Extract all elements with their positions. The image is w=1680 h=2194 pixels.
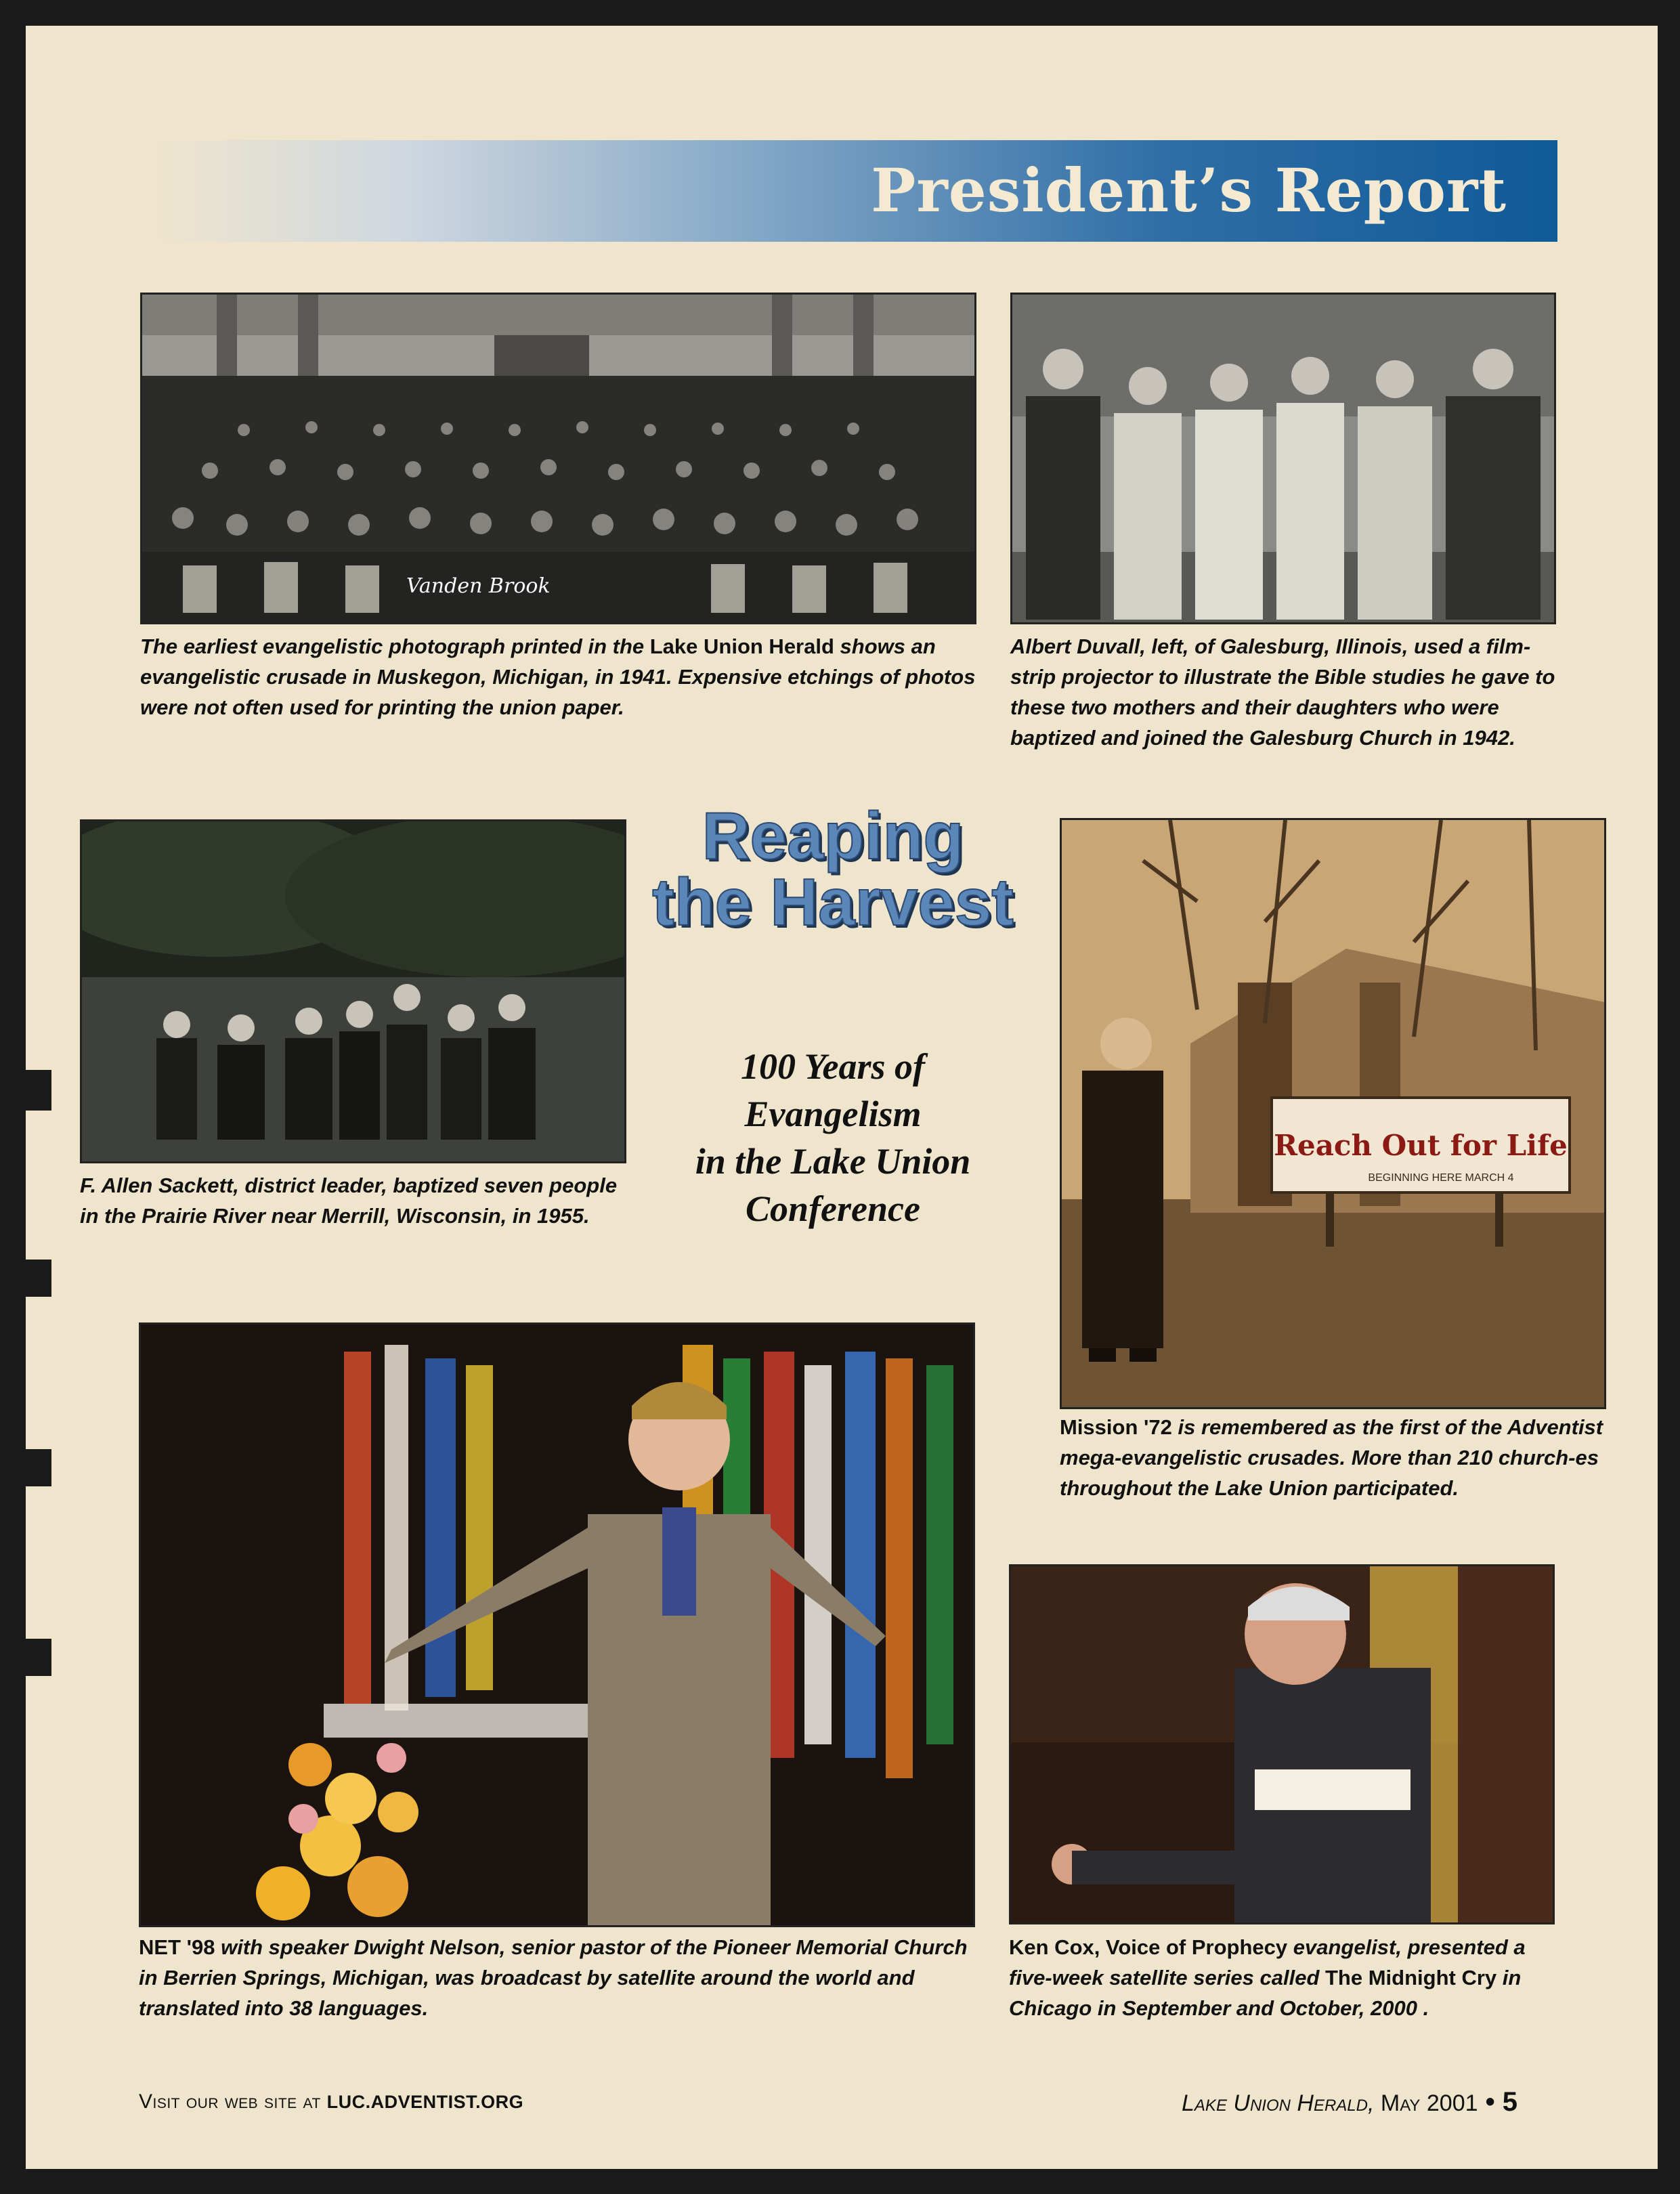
headline-line-2: the Harvest [652,865,1014,939]
river-baptism-image [82,821,626,1163]
caption-text: The earliest evangelistic photograph printed in the [140,634,650,658]
ken-cox-image [1011,1566,1555,1924]
caption-text: evangelist, presented a five-week satellite series called [1009,1935,1526,1989]
edge-mark [26,1070,51,1111]
edge-mark [26,1260,51,1297]
caption-event-name: Mission '72 [1060,1415,1172,1439]
caption-ken-cox [1009,1932,1561,2023]
caption-text: shows an evangelistic crusade in Muskegon, Michigan, in 1941. Expensive etchings of photos were not often used for printing the union paper. [140,634,976,719]
caption-crusade-1941 [140,631,976,723]
photo-prairie-river-1955 [80,819,626,1163]
sign-sub-text: BEGINNING HERE MARCH 4 [1368,1172,1514,1184]
caption-series-name: The Midnight Cry [1325,1966,1497,1989]
photo-ken-cox [1009,1564,1555,1924]
feature-subhead [650,1043,1016,1232]
subhead-line-3: in the Lake Union [695,1141,971,1182]
galesburg-group-image [1012,295,1556,624]
subhead-line-2: Evangelism [744,1094,922,1134]
crusade-banner-text: Vanden Brook [406,574,551,598]
footer-separator: • [1478,2087,1503,2117]
subhead-line-4: Conference [746,1188,920,1229]
caption-mission-72 [1060,1412,1612,1503]
footer-website-url[interactable]: LUC.ADVENTIST.ORG [326,2092,524,2112]
edge-mark [26,1449,51,1486]
caption-galesburg-1942: Albert Duvall, left, of Galesburg, Illinois, used a film-strip projector to illustrate the Bible studies he gave to these two mothers and their daughters who were baptized and joined the Galesburg Church in 1942. [1010,634,1555,750]
page-number: 5 [1502,2087,1517,2117]
edge-mark [26,1639,51,1676]
caption-prairie-river-1955: F. Allen Sackett, district leader, baptized seven people in the Prairie River near Merrill, Wisconsin, in 1955. [80,1174,618,1228]
caption-person-name: Ken Cox, [1009,1935,1100,1959]
caption-net-98 [139,1932,975,2023]
section-title: President’s Report [871,155,1507,225]
caption-text: in Chicago in September and October, 2000 . [1009,1966,1522,2020]
subhead-line-1: 100 Years of [740,1046,925,1087]
crusade-crowd-image [142,295,976,624]
footer-publication [1182,2087,1517,2117]
footer-website-label: Visit our web site at [139,2090,327,2113]
mission-72-image [1062,820,1606,1409]
caption-text: is remembered as the first of the Adventist mega-evangelistic crusades. More than 210 church-es throughout the Lake Union participated. [1060,1415,1603,1500]
footer-website [139,2090,523,2113]
photo-galesburg-1942 [1010,293,1556,624]
caption-publication-name: Lake Union Herald [649,634,834,658]
footer-publication-name: Lake Union Herald, [1182,2090,1375,2116]
caption-organization: Voice of Prophecy [1100,1935,1293,1959]
headline-line-1: Reaping [702,798,964,873]
photo-net-98 [139,1322,975,1927]
feature-headline [630,798,1036,939]
section-banner [152,140,1557,242]
caption-event-name: NET '98 [139,1935,215,1959]
net-98-image [141,1325,975,1927]
photo-crusade-1941 [140,293,976,624]
photo-mission-72 [1060,818,1606,1409]
footer-issue-date: May 2001 [1374,2090,1478,2116]
caption-text: with speaker Dwight Nelson, senior pastor of the Pioneer Memorial Church in Berrien Springs, Michigan, was broadcast by satellite around the world and translated into 38 languages. [139,1935,968,2020]
sign-main-text: Reach Out for Life [1274,1129,1568,1162]
